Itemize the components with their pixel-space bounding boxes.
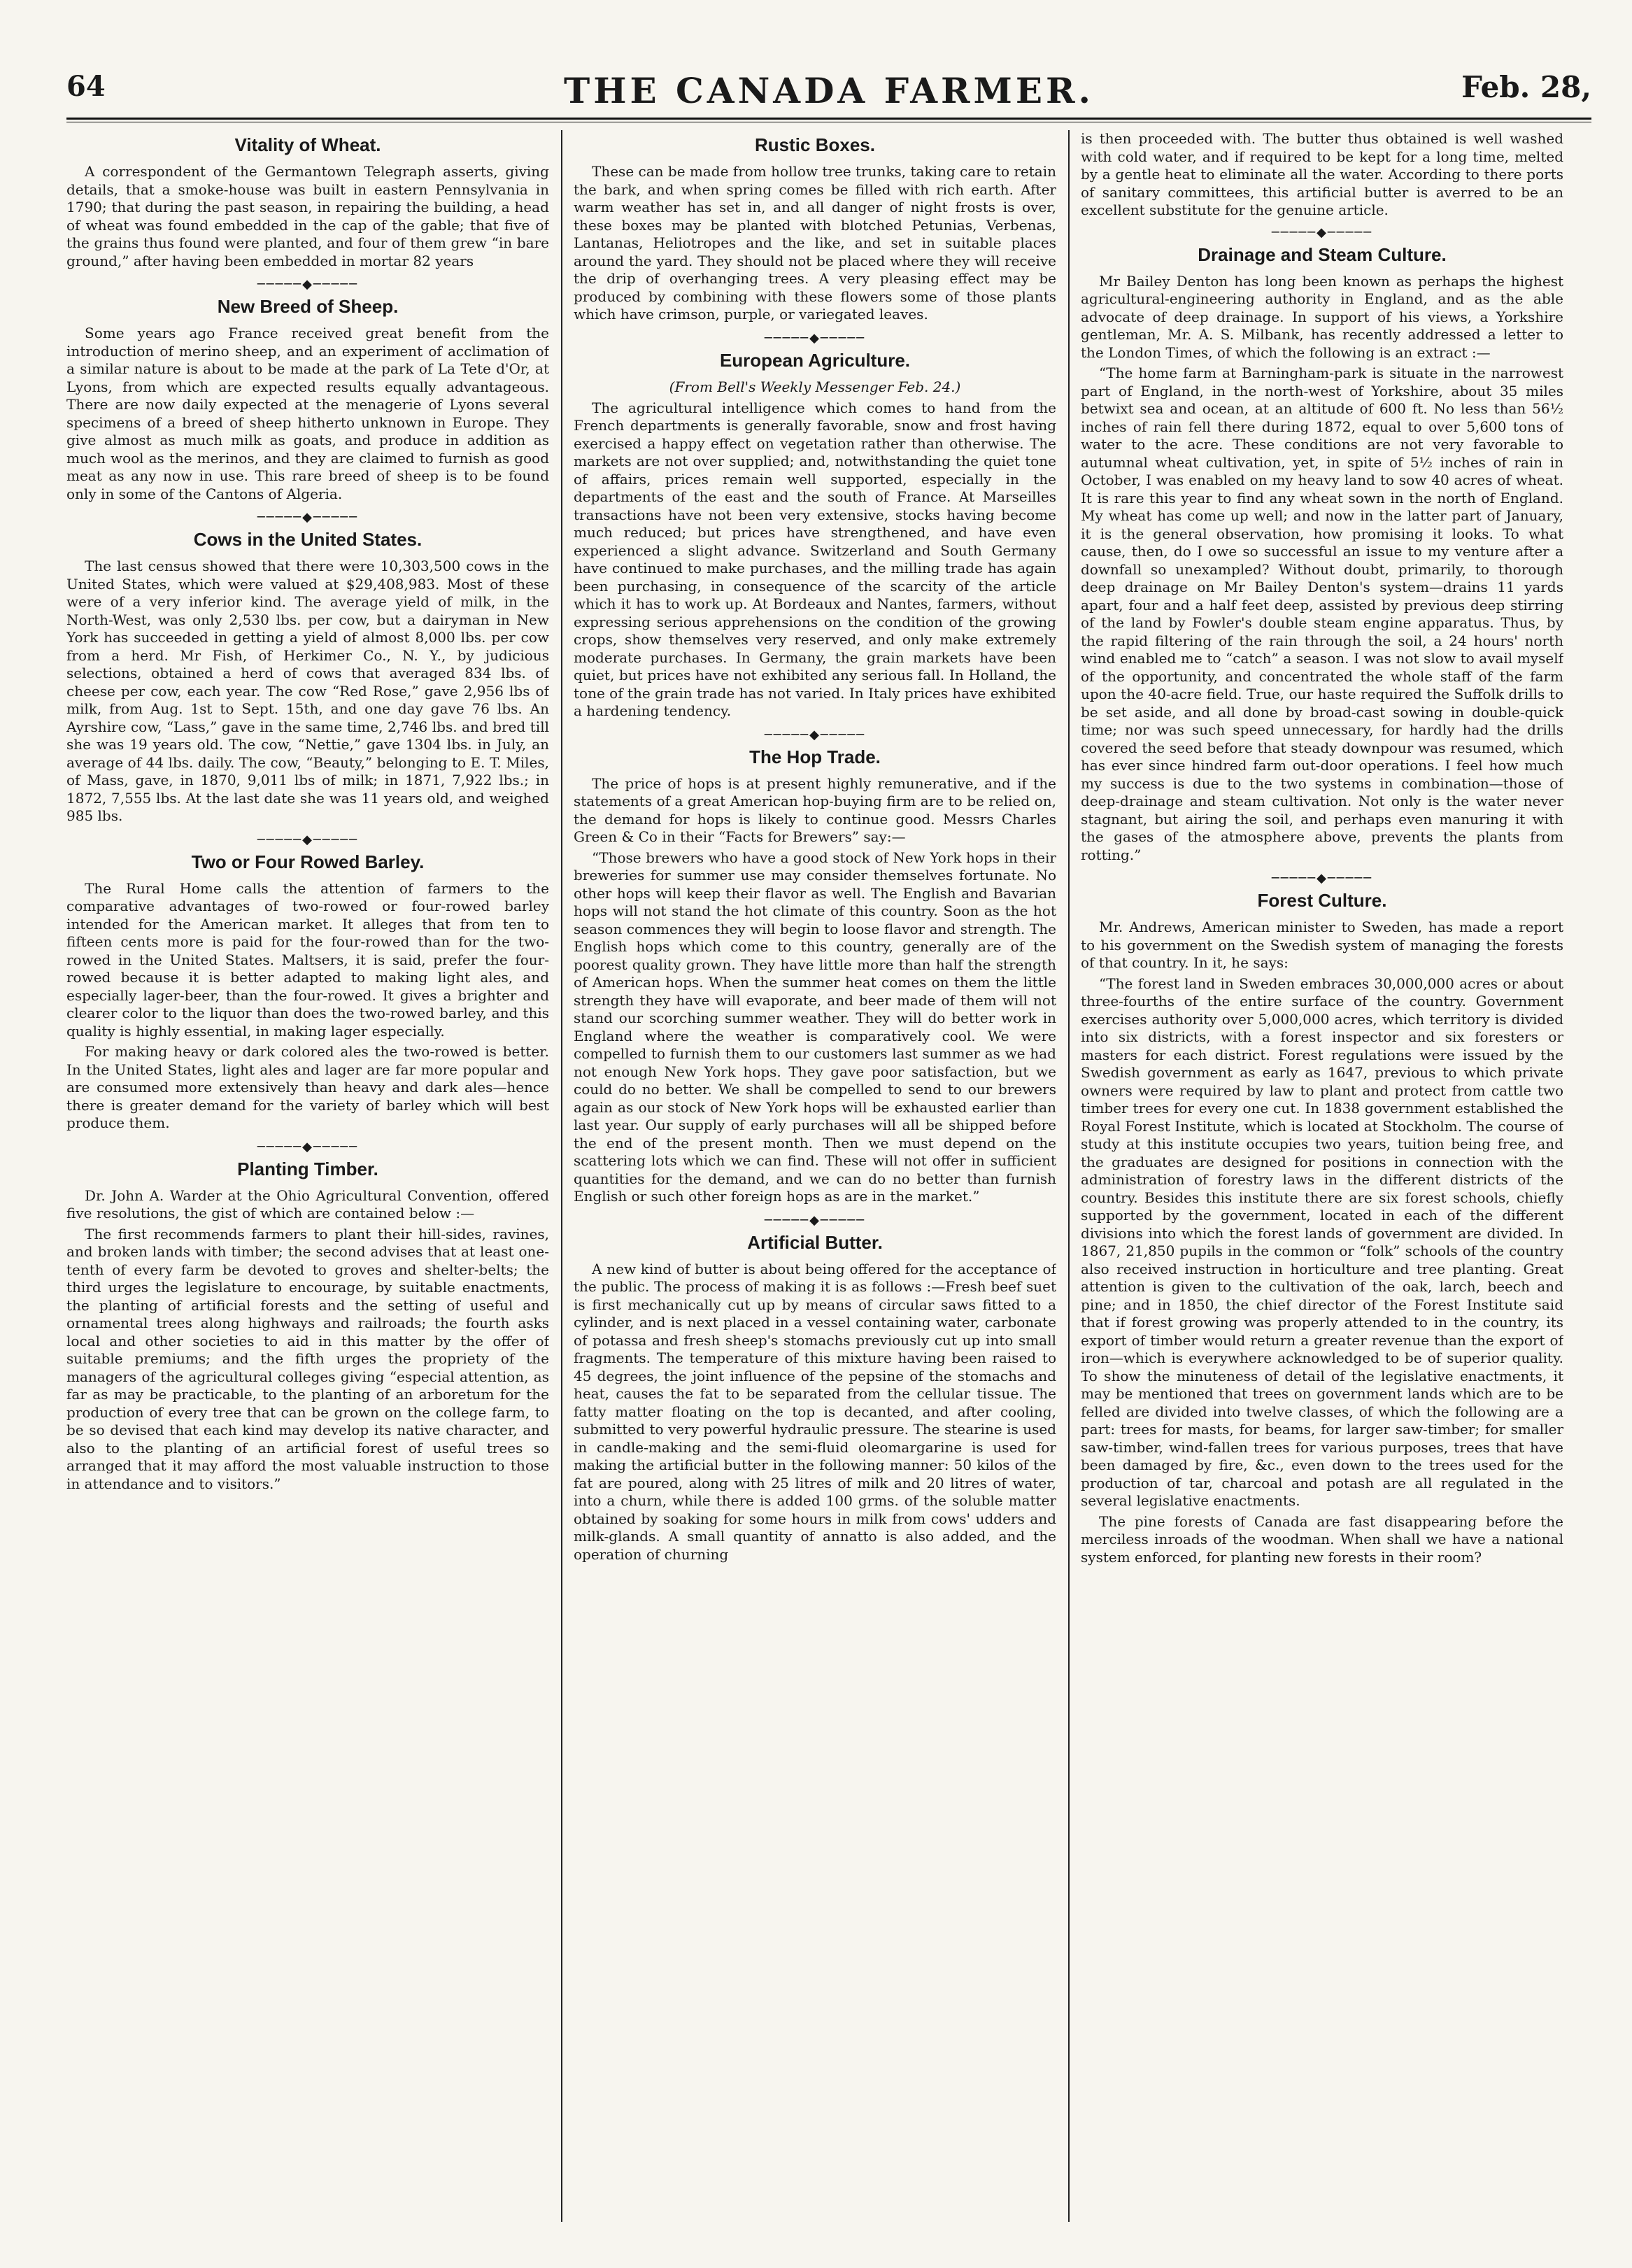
article [66, 134, 549, 270]
article-title: European Agriculture. [719, 349, 911, 371]
article-separator [1081, 871, 1563, 886]
column-3 [1081, 130, 1563, 2229]
column-1 [66, 130, 549, 2229]
article-paragraph: Some years ago France received great benefit from the introduction of merino sheep, and an experiment of acclimation of a similar nature is about to be made at the park of La Tete d'Or, at Lyons, from which are expected results equally advantageous. There are now daily expected at the menagerie of Lyons several specimens of a breed of sheep hitherto unknown in Europe. They give almost as much milk as goats, and produce in addition as much wool as the merinos, and they are claimed to furnish as good meat as any now in use. This rare breed of sheep is to be found only in some of the Cantons of Algeria. [66, 325, 549, 502]
article-title: The Hop Trade. [749, 746, 881, 767]
article-title: Forest Culture. [1257, 890, 1387, 911]
article-title: Drainage and Steam Culture. [1198, 243, 1447, 265]
article-title: Artificial Butter. [747, 1231, 883, 1253]
article-paragraph: The price of hops is at present highly remunerative, and if the statements of a great American hop-buying firm are to be relied on, the demand for hops is likely to continue good. Messrs Charles Green & Co in their “Facts for Brewers” say:— [574, 774, 1056, 845]
article [66, 529, 549, 825]
article-paragraph: Mr. Andrews, American minister to Sweden, has made a report to his government on the Swedish system of managing the forests of that country. In it, he says: [1081, 919, 1563, 971]
article [574, 350, 1056, 721]
article-separator [1081, 225, 1563, 240]
article-separator [574, 331, 1056, 346]
continued-text: is then proceeded with. The butter thus obtained is well washed with cold water, and if required to be kept for a long time, melted by a gentle heat to eliminate all the water. According to there ports of sanitary committees, this artificial butter is averred to be an excellent substitute for the genuine article. [1081, 130, 1563, 218]
article [66, 851, 549, 1133]
article [1081, 890, 1563, 1566]
article [66, 1158, 549, 1494]
article-paragraph: The pine forests of Canada are fast disappearing before the merciless inroads of the woodman. When shall we have a national system enforced, for planting new forests in their room? [1081, 1512, 1563, 1566]
article-title: Vitality of Wheat. [234, 134, 381, 155]
page-number: 64 [66, 70, 106, 103]
article-paragraph: These can be made from hollow tree trunks, taking care to retain the bark, and when spring comes be filled with rich earth. After warm weather has set in, and all danger of night frosts is over, these boxes may be planted with blotched Petunias, Verbenas, Lantanas, Heliotropes and the like, and set in suitable places around the yard. They should not be placed where they will receive the drip of overhanging trees. A very pleasing effect may be produced by combining with these flowers some of those plants which have crimson, purple, or variegated leaves. [574, 163, 1056, 323]
article-separator [66, 510, 549, 525]
columns [66, 130, 1591, 2229]
article-paragraph: The agricultural intelligence which comes to hand from the French departments is generally favorable, snow and frost having exercised a happy effect on vegetation rather than otherwise. The markets are not over supplied; and, notwithstanding the quiet tone of affairs, prices remain well supported, especially in the departments of the east and the south of France. At Marseilles transactions have not been very extensive, stocks having become much reduced; but prices have strengthened, and have even experienced a slight advance. Switzerland and South Germany have continued to make purchases, and the milling trade has again been purchasing, in consequence of the scarcity of the article which it has to work up. At Bordeaux and Nantes, farmers, without expressing serious apprehensions on the condition of the growing crops, show themselves very reserved, and only make extremely moderate purchases. In Germany, the grain markets have been quiet, but prices have not exhibited any serious fall. In Holland, the tone of the grain trade has not varied. In Italy prices have exhibited a hardening tendency. [574, 399, 1056, 719]
article-title: New Breed of Sheep. [217, 296, 399, 317]
article-separator [574, 728, 1056, 742]
column-2 [574, 130, 1056, 2229]
article-paragraph: “Those brewers who have a good stock of New York hops in their breweries for summer use may consider themselves fortunate. No other hops will keep their flavor as well. The English and Bavarian hops will not stand the hot climate of this country. Soon as the hot season commences they will begin to loose flavor and strength. The English hops which come to this country, generally are of the poorest quality grown. They have little more than half the strength of American hops. When the summer heat comes on them the little strength they have will evaporate, and beer made of them will not stand our scorching summer weather. They will do better work in England where the weather is comparatively cool. We were compelled to furnish them to our customers last summer as we had not enough New York hops. They gave poor satisfaction, but we could do no better. We shall be compelled to send to our brewers again as our stock of New York hops will be exhausted earlier than last year. Our supply of early purchases will all be shipped before the end of the present month. Then we must depend on the scattering lots which we can find. These will not offer in sufficient quantities for the demand, and we can do no better than furnish English or such other foreign hops as are in the market.” [574, 849, 1056, 1205]
article-byline: (From Bell's Weekly Messenger Feb. 24.) [669, 378, 961, 395]
article-separator [66, 277, 549, 292]
column-divider [1068, 130, 1070, 2222]
article-paragraph: Dr. John A. Warder at the Ohio Agricultural Convention, offered five resolutions, the gist of which are contained below :— [66, 1186, 549, 1221]
article-title: Two or Four Rowed Barley. [191, 851, 425, 872]
article-paragraph: A new kind of butter is about being offered for the acceptance of the public. The process of making it is as follows :—Fresh beef suet is first mechanically cut up by means of circular saws fitted to a cylinder, and is next placed in a vessel containing water, carbonate of potassa and fresh sheep's stomachs previously cut up into small fragments. The temperature of this mixture having been raised to 45 degrees, the joint influence of the pepsine of the stomachs and heat, causes the fat to be separated from the cellular tissue. The fatty matter floating on the top is decanted, and after cooling, submitted to very powerful hydraulic pressure. The stearine is used in candle-making and the semi-fluid oleomargarine is used for making the artificial butter in the following manner: 50 kilos of the fat are poured, along with 25 litres of milk and 20 litres of water, into a churn, while there is added 100 grms. of the soluble matter obtained by soaking for some hours in milk from cows' udders and milk-glands. A small quantity of annatto is also added, and the operation of churning [574, 1260, 1056, 1563]
article [574, 1232, 1056, 1564]
article [574, 134, 1056, 324]
article-paragraph: The last census showed that there were 10,303,500 cows in the United States, which were valued at $29,408,983. Most of these were of a very inferior kind. The average yield of milk, in the North-West, was only 2,530 lbs. per cow, but a dairyman in New York has succeeded in getting a yield of almost 8,000 lbs. per cow from a herd. Mr Fish, of Herkimer Co., N. Y., by judicious selections, obtained a herd of cows that averaged 834 lbs. of cheese per cow, each year. The cow “Red Rose,” gave 2,956 lbs of milk, from Aug. 1st to Sept. 15th, and one day gave 76 lbs. An Ayrshire cow, “Lass,” gave in the same time, 2,746 lbs. and bred till she was 19 years old. The cow, “Nettie,” gave 1304 lbs. in July, an average of 44 lbs. daily. The cow, “Beauty,” belonging to E. T. Miles, of Mass, gave, in 1870, 9,011 lbs of milk; in 1871, 7,922 lbs.; in 1872, 7,555 lbs. At the last date she was 11 years old, and weighed 985 lbs. [66, 558, 549, 824]
publication-title: THE CANADA FARMER. [564, 70, 1094, 111]
article-separator [66, 832, 549, 847]
masthead-rule [66, 118, 1591, 122]
article [66, 296, 549, 503]
article [574, 746, 1056, 1206]
issue-date: Feb. 28, [1461, 70, 1591, 104]
article-title: Cows in the United States. [193, 529, 423, 550]
article-separator [66, 1140, 549, 1154]
article-title: Planting Timber. [237, 1158, 378, 1179]
article-paragraph: A correspondent of the Germantown Telegraph asserts, giving details, that a smoke-house was built in eastern Pennsylvania in 1790; that during the past season, in repairing the building, a head of wheat was found embedded in the cap of the gable; that five of the grains thus found were planted, and four of them grew “in bare ground,” after having been embedded in mortar 82 years [66, 163, 549, 269]
article-separator [574, 1213, 1056, 1228]
article-title: Rustic Boxes. [755, 134, 875, 155]
article-paragraph: The first recommends farmers to plant their hill-sides, ravines, and broken lands with timber; the second advises that at least one-tenth of every farm be devoted to groves and shelter-belts; the third urges the legislature to encourage, by suitable enactments, the planting of artificial forests and the setting of useful and ornamental trees along highways and railroads; the fourth asks local and other societies to aid in this matter by the offer of suitable premiums; and the fifth urges the propriety of the managers of the agricultural colleges giving “especial attention, as far as may be practicable, to the planting of an arboretum for the production of every tree that can be grown on the college farm, to be so devised that each kind may develop its native character, and also to the planting of an artificial forest of useful trees so arranged that it may afford the most valuable instruction to those in attendance and to visitors.” [66, 1225, 549, 1492]
article-paragraph: “The home farm at Barningham-park is situate in the narrowest part of England, in the north-west of Yorkshire, about 35 miles betwixt sea and ocean, at an altitude of 600 ft. No less than 56½ inches of rain fell there during 1872, equal to over 5,600 tons of water to the acre. These conditions are not very favorable to autumnal wheat cultivation, yet, in spite of 5½ inches of rain in October, I was enabled on my heavy land to sow 40 acres of wheat. It is rare this year to find any wheat sown in the north of England. My wheat has come up well; and now in the latter part of January, it is the general observation, how promising it looks. To what cause, then, do I owe so successful an issue to my venture after a downfall so unexampled? Without doubt, primarily, to thorough deep drainage on Mr Bailey Denton's system—drains 11 yards apart, four and a half feet deep, assisted by previous deep stirring of the land by Fowler's double steam engine apparatus. Thus, by the rapid filtering of the rain through the soil, a 24 hours' north wind enabled me to “catch” a season. I was not slow to avail myself of the opportunity, and concentrated the whole staff of the farm upon the 40-acre field. True, our haste required the Suffolk drills to be set aside, and all done by broad-cast sowing in double-quick time; nor was such speed unnecessary, for hardly had the drills covered the seed before that steady downpour was resumed, which has ever since hindred farm out-door operations. I feel how much my success is due to the two systems in combination—those of deep-drainage and steam cultivation. Not only is the water never stagnant, but airing the soil, and perhaps even manuring it with the gases of the atmosphere above, prevents the plants from rotting.” [1081, 364, 1563, 863]
masthead [66, 70, 1591, 119]
article [1081, 244, 1563, 865]
article-paragraph: “The forest land in Sweden embraces 30,000,000 acres or about three-fourths of the entire surface of the country. Government exercises authority over 5,000,000 acres, which territory is divided into six districts, with a forest inspector and six foresters or masters for each district. Forest regulations were issued by the Swedish government as early as 1647, previous to which private owners were required by law to plant and protect from cattle two timber trees for every one cut. In 1838 government established the Royal Forest Institute, which is located at Stockholm. The course of study at this institute occupies two years, tuition being free, and the graduates are designed for positions in connection with the administration of forestry laws in the different districts of the country. Besides this institute there are six forest schools, chiefly supported by the government, located in each of the different divisions into which the forest lands of government are divided. In 1867, 21,850 pupils in the common or “folk” schools of the country also received instruction in horticulture and tree planting. Great attention is given to the cultivation of the oak, larch, beech and pine; and in 1850, the chief director of the Forest Institute said that if forest growing was properly attended to in the country, its export of timber would return a greater revenue than the export of iron—which is everywhere acknowledged to be of superior quality. To show the minuteness of detail of the legislative enactments, it may be mentioned that trees on government lands which are to be felled are divided into twelve classes, of which the following are a part: trees for masts, for beams, for larger saw-timber; for smaller saw-timber, wind-fallen trees for various purposes, trees that have been damaged by fire, &c., even down to the trees used for the production of tar, charcoal and potash are all regulated in the several legislative enactments. [1081, 974, 1563, 1509]
column-divider [561, 130, 562, 2222]
article-paragraph: The Rural Home calls the attention of farmers to the comparative advantages of two-rowed or four-rowed barley intended for the American market. It alleges that from ten to fifteen cents more is paid for the four-rowed than for the two-rowed in the United States. Maltsers, it is said, prefer the four-rowed because it is better adapted to making light ales, and especially lager-beer, than the four-rowed. It gives a brighter and clearer color to the liquor than does the two-rowed barley, and this quality is highly essential, in making lager especially. [66, 879, 549, 1040]
article-paragraph: Mr Bailey Denton has long been known as perhaps the highest agricultural-engineering authority in England, and as the able advocate of deep drainage. In support of his views, a Yorkshire gentleman, Mr. A. S. Milbank, has recently addressed a letter to the London Times, of which the following is an extract :— [1081, 272, 1563, 361]
article-paragraph: For making heavy or dark colored ales the two-rowed is better. In the United States, light ales and lager are far more popular and are consumed more extensively than heavy and dark ales—hence there is greater demand for the variety of barley which will best produce them. [66, 1043, 549, 1131]
